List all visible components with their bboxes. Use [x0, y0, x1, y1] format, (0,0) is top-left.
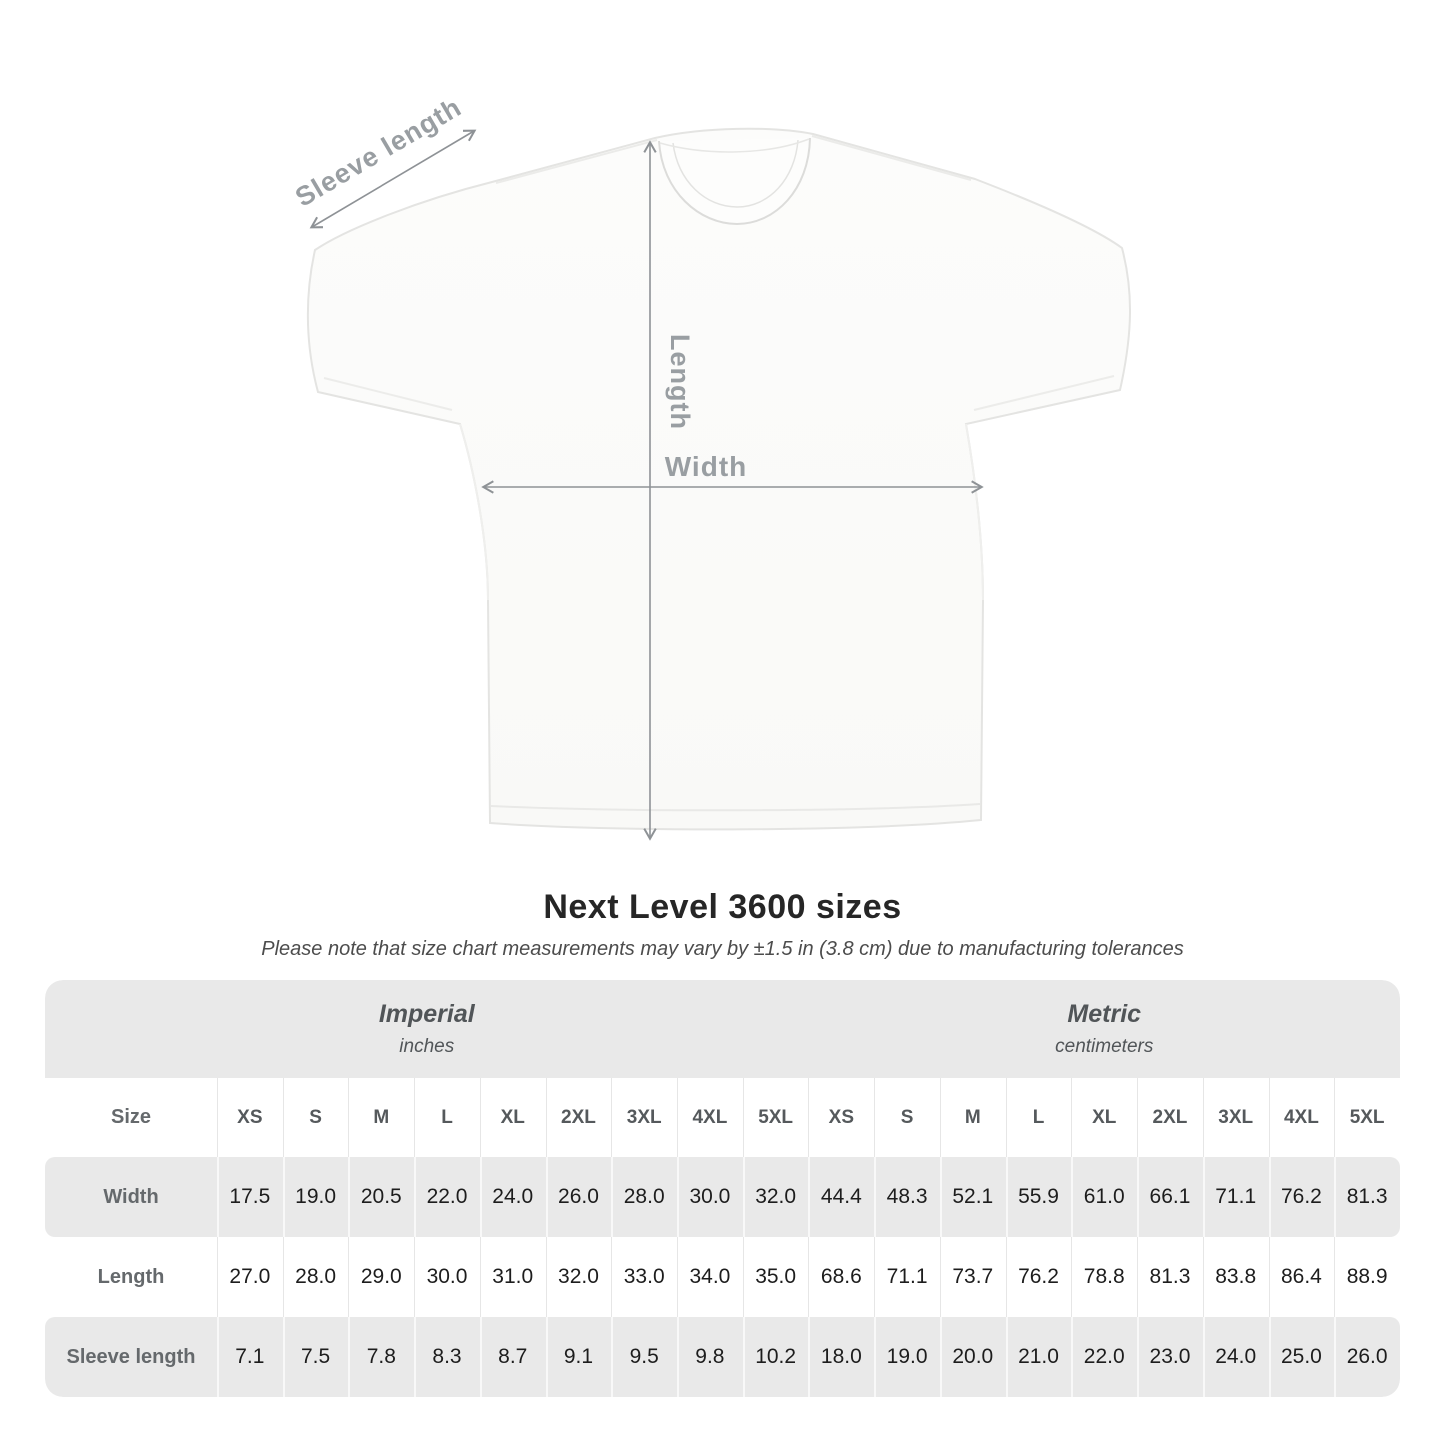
size-row-label: Size: [110, 1106, 152, 1128]
measurement-value: 26.0: [546, 1157, 612, 1237]
length-diagram-label: Length: [665, 334, 695, 430]
measurement-value: 19.0: [874, 1317, 940, 1397]
measurement-value: 24.0: [480, 1157, 546, 1237]
sleeve-length-diagram-label: Sleeve length: [290, 91, 467, 213]
measurement-value: 68.6: [808, 1237, 874, 1317]
measurement-value: 78.8: [1071, 1237, 1137, 1317]
measurement-value: 31.0: [480, 1237, 546, 1317]
measurement-value: 26.0: [1334, 1317, 1400, 1397]
measurement-value: 20.0: [940, 1317, 1006, 1397]
measurement-value: 18.0: [808, 1317, 874, 1397]
measurement-value: 71.1: [874, 1237, 940, 1317]
size-column-header: 3XL: [611, 1078, 677, 1157]
sleeve-length-row-label: Sleeve length: [66, 1345, 196, 1368]
measurement-value: 20.5: [348, 1157, 414, 1237]
measurement-value: 61.0: [1071, 1157, 1137, 1237]
measurement-value: 21.0: [1006, 1317, 1072, 1397]
measurement-value: 66.1: [1137, 1157, 1203, 1237]
size-column-header: 2XL: [1137, 1078, 1203, 1157]
width-diagram-label: Width: [664, 451, 748, 482]
width-row: [45, 1157, 1400, 1237]
size-header-row: [45, 1078, 1400, 1157]
measurement-value: 30.0: [677, 1157, 743, 1237]
measurement-value: 9.8: [677, 1317, 743, 1397]
size-column-header: M: [348, 1078, 414, 1157]
measurement-value: 33.0: [611, 1237, 677, 1317]
measurement-value: 71.1: [1203, 1157, 1269, 1237]
measurement-value: 48.3: [874, 1157, 940, 1237]
size-column-header: 2XL: [546, 1078, 612, 1157]
width-row-label: Width: [103, 1185, 159, 1208]
size-column-header: 3XL: [1203, 1078, 1269, 1157]
measurement-value: 22.0: [414, 1157, 480, 1237]
measurement-value: 30.0: [414, 1237, 480, 1317]
measurement-value: 35.0: [743, 1237, 809, 1317]
size-column-header: XL: [480, 1078, 546, 1157]
measurement-value: 76.2: [1006, 1237, 1072, 1317]
measurement-value: 76.2: [1269, 1157, 1335, 1237]
size-column-header: 4XL: [677, 1078, 743, 1157]
metric-section-title: Metric: [1067, 1000, 1142, 1028]
measurement-value: 8.7: [480, 1317, 546, 1397]
size-column-header: 4XL: [1269, 1078, 1335, 1157]
measurement-value: 9.1: [546, 1317, 612, 1397]
measurement-value: 88.9: [1334, 1237, 1400, 1317]
measurement-value: 44.4: [808, 1157, 874, 1237]
measurement-value: 81.3: [1137, 1237, 1203, 1317]
size-column-header: L: [1006, 1078, 1072, 1157]
size-column-header: XS: [808, 1078, 874, 1157]
size-column-header: XL: [1071, 1078, 1137, 1157]
measurement-value: 8.3: [414, 1317, 480, 1397]
measurement-value: 34.0: [677, 1237, 743, 1317]
measurement-value: 25.0: [1269, 1317, 1335, 1397]
measurement-value: 28.0: [611, 1157, 677, 1237]
measurement-value: 55.9: [1006, 1157, 1072, 1237]
measurement-value: 19.0: [283, 1157, 349, 1237]
title-block: [0, 888, 1445, 961]
size-column-header: L: [414, 1078, 480, 1157]
measurement-value: 7.1: [217, 1317, 283, 1397]
imperial-section-unit: inches: [399, 1036, 455, 1057]
measurement-value: 29.0: [348, 1237, 414, 1317]
length-row-label: Length: [97, 1265, 165, 1288]
measurement-value: 73.7: [940, 1237, 1006, 1317]
measurement-value: 83.8: [1203, 1237, 1269, 1317]
measurement-value: 17.5: [217, 1157, 283, 1237]
measurement-value: 24.0: [1203, 1317, 1269, 1397]
size-column-header: 5XL: [1334, 1078, 1400, 1157]
imperial-section-header: [45, 980, 809, 1078]
measurement-value: 86.4: [1269, 1237, 1335, 1317]
measurement-value: 7.8: [348, 1317, 414, 1397]
size-table: [45, 980, 1400, 1397]
measurement-value: 81.3: [1334, 1157, 1400, 1237]
size-column-header: 5XL: [743, 1078, 809, 1157]
measurement-value: 22.0: [1071, 1317, 1137, 1397]
measurement-value: 32.0: [546, 1237, 612, 1317]
size-column-header: M: [940, 1078, 1006, 1157]
page-title: Next Level 3600 sizes: [543, 888, 902, 926]
sleeve-length-row: [45, 1317, 1400, 1397]
measurement-value: 23.0: [1137, 1317, 1203, 1397]
imperial-section-title: Imperial: [378, 1000, 475, 1028]
size-column-header: XS: [217, 1078, 283, 1157]
measurement-value: 10.2: [743, 1317, 809, 1397]
unit-section-band: [45, 980, 1400, 1078]
metric-section-unit: centimeters: [1055, 1036, 1154, 1057]
length-row: [45, 1237, 1400, 1317]
metric-section-header: [809, 980, 1401, 1078]
tolerance-note: Please note that size chart measurements may vary by ±1.5 in (3.8 cm) due to manufacturing tolerances: [261, 938, 1184, 960]
tshirt-diagram: [260, 90, 1180, 875]
size-column-header: S: [283, 1078, 349, 1157]
measurement-value: 32.0: [743, 1157, 809, 1237]
size-column-header: S: [874, 1078, 940, 1157]
measurement-value: 27.0: [217, 1237, 283, 1317]
measurement-value: 9.5: [611, 1317, 677, 1397]
measurement-value: 28.0: [283, 1237, 349, 1317]
measurement-value: 7.5: [283, 1317, 349, 1397]
measurement-value: 52.1: [940, 1157, 1006, 1237]
